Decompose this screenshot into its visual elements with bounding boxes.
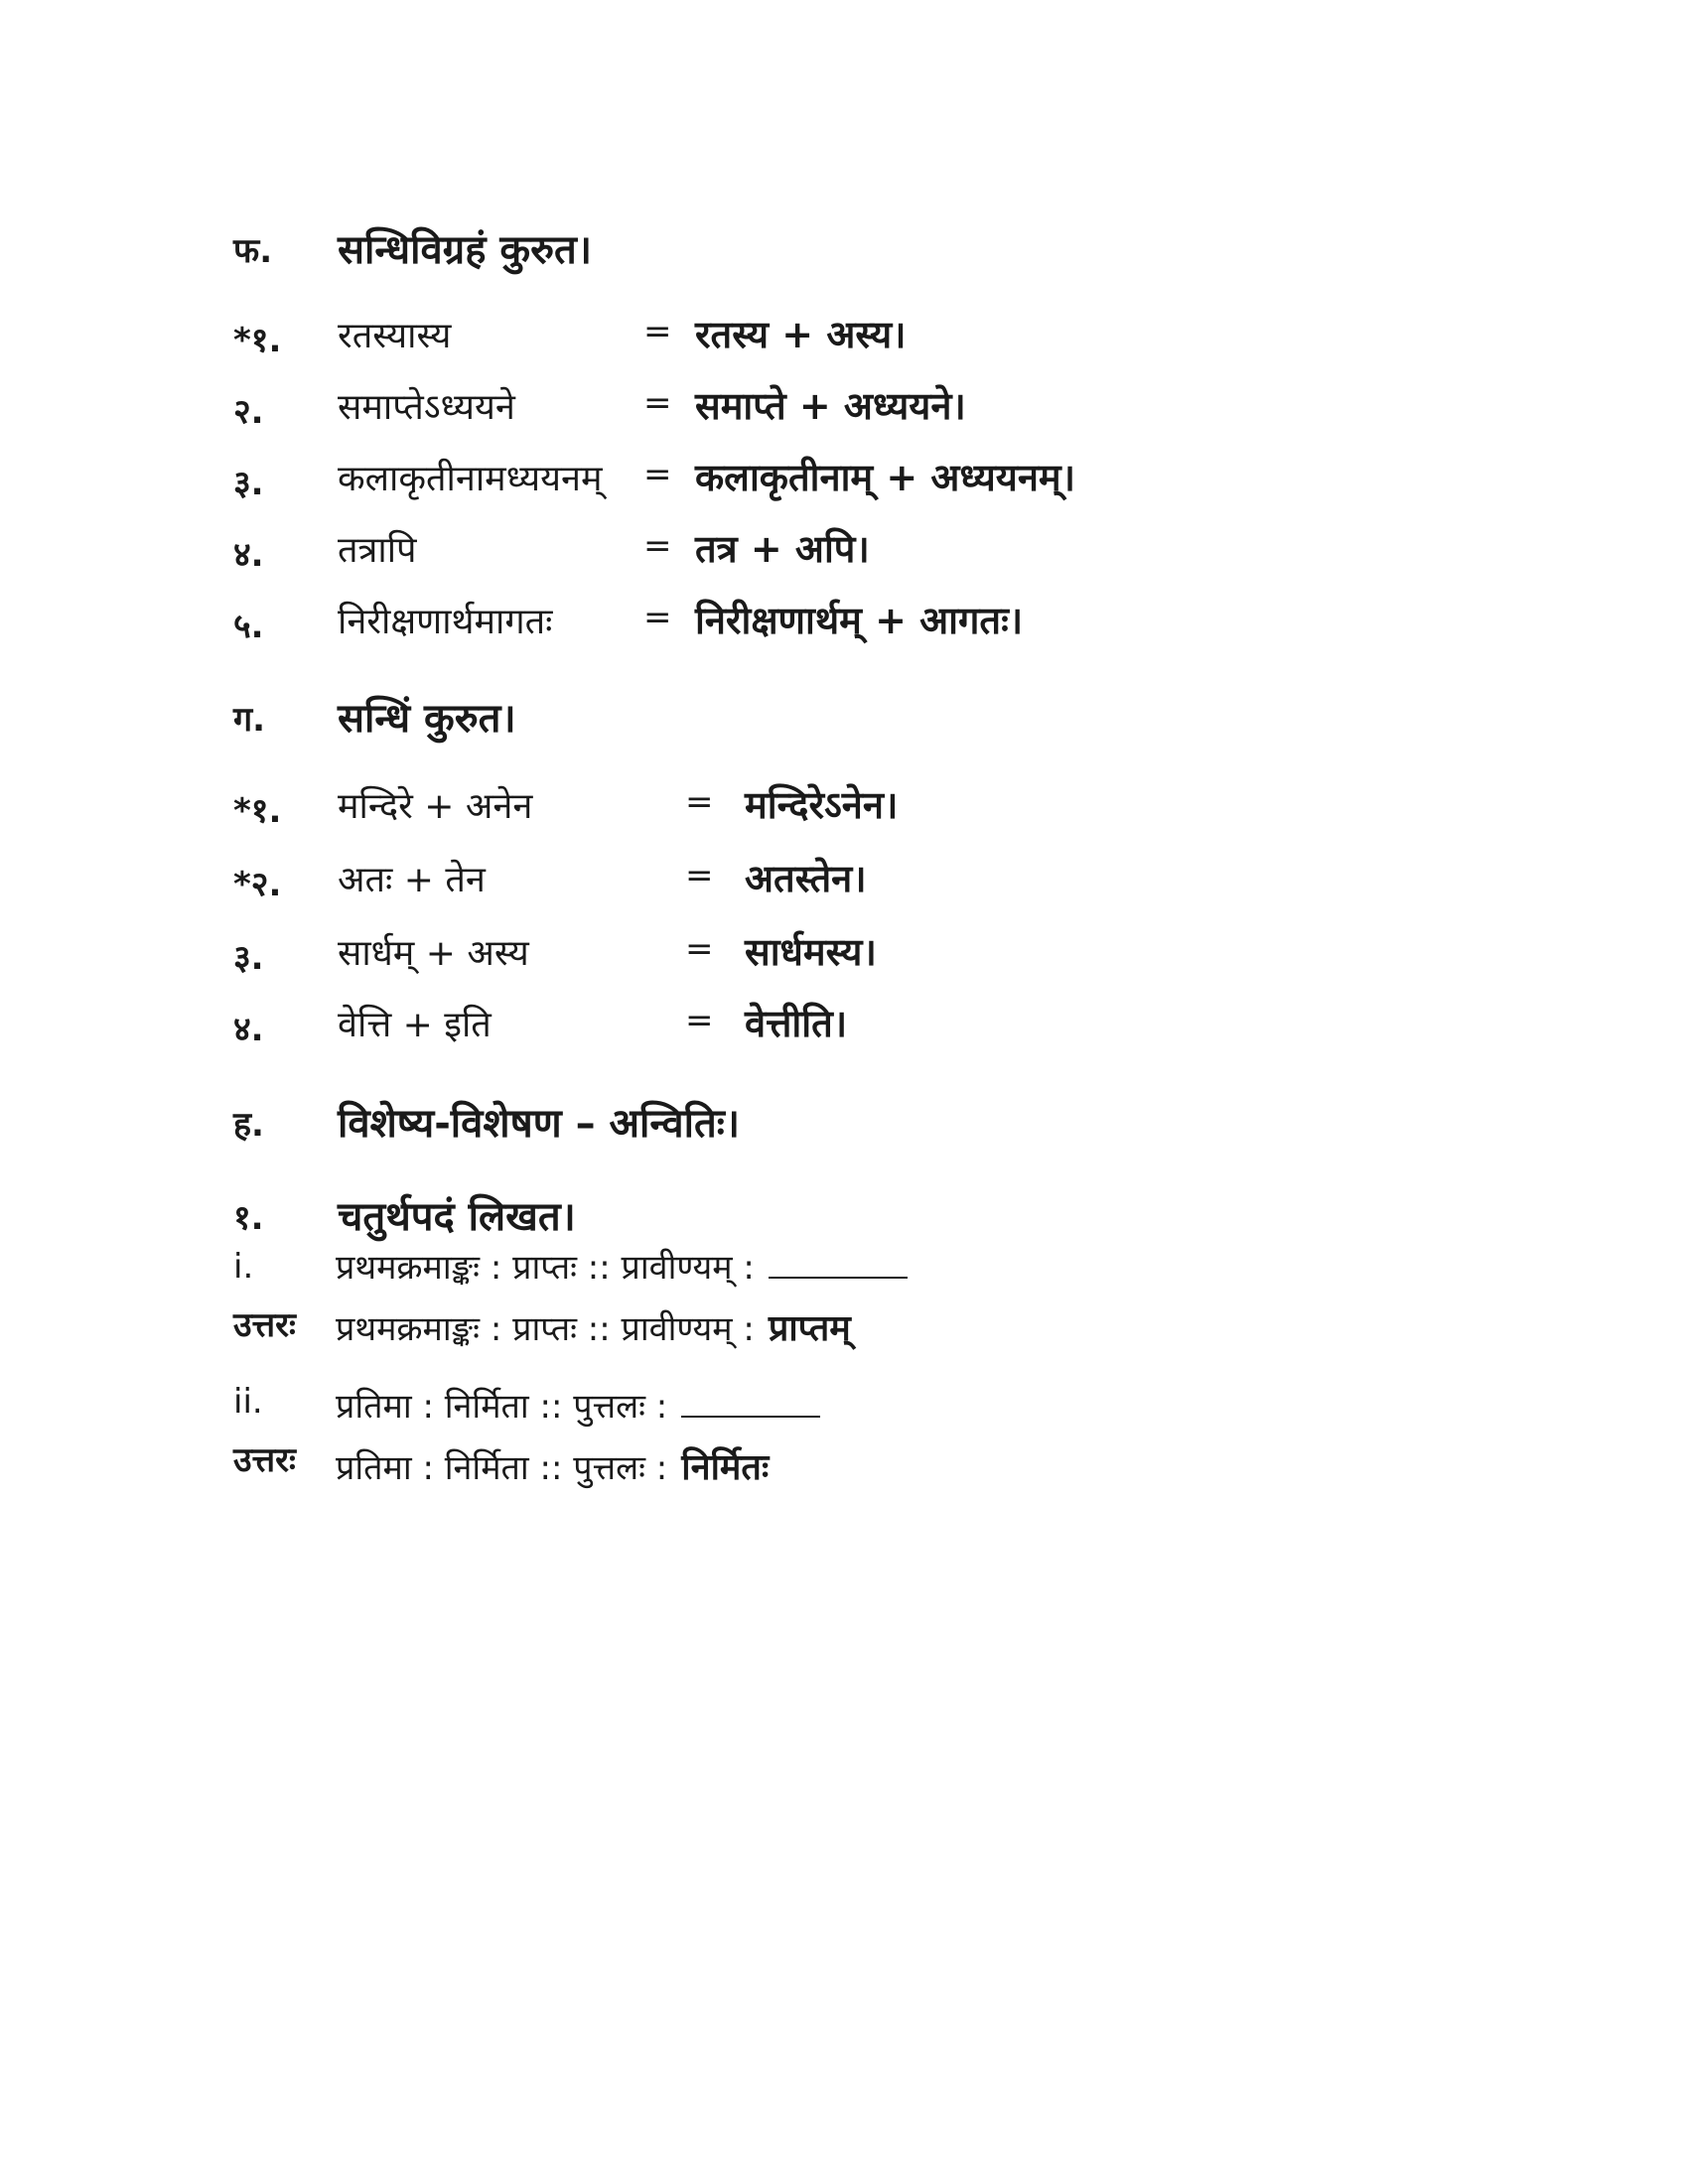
q2-text: प्रतिमा : निर्मिता :: पुत्तलः : (336, 1387, 668, 1427)
section-g-title: सन्धिं कुरुत। (338, 696, 516, 742)
f-item-2-word: समाप्तेऽध्ययने (338, 387, 515, 428)
sub-1-marker: १. (233, 1198, 264, 1238)
q2-marker: ii. (233, 1382, 263, 1422)
q1-blank (769, 1247, 908, 1279)
f-item-4-answer: तत्र + अपि। (695, 527, 870, 571)
g-item-3-word: सार्धम् + अस्य (338, 933, 529, 974)
g-item-3-answer: सार्धमस्य। (745, 930, 877, 974)
g-item-2-word: अतः + तेन (338, 860, 486, 900)
q2-answer-line (336, 1441, 769, 1490)
q1-answer-line (336, 1302, 851, 1351)
f-item-5-word: निरीक्षणार्थमागतः (338, 602, 553, 642)
f-item-5-equals: = (643, 598, 672, 637)
g-item-2-answer: अतस्तेन। (745, 857, 867, 900)
q2-blank (681, 1386, 820, 1418)
g-item-3-equals: = (685, 929, 714, 969)
g-item-1-number: *१. (233, 791, 282, 831)
q1-answer: प्राप्तम् (768, 1308, 851, 1349)
g-item-1-word: मन्दिरे + अनेन (338, 786, 533, 827)
f-item-5-number: ५. (233, 607, 264, 646)
q1-line (336, 1243, 908, 1289)
g-item-4-answer: वेत्तीति। (745, 1002, 848, 1045)
f-item-1-number: *१. (233, 321, 282, 360)
f-item-1-word: रतस्यास्य (338, 316, 452, 356)
f-item-4-word: तत्रापि (338, 530, 417, 571)
q2-answer: निर्मितः (681, 1447, 770, 1488)
section-f-title: सन्धिविग्रहं कुरुत। (338, 227, 593, 273)
g-item-4-number: ४. (233, 1010, 264, 1049)
g-item-2-equals: = (685, 856, 714, 895)
q1-marker: i. (233, 1247, 254, 1287)
q2-answer-label: उत्तरः (233, 1440, 296, 1480)
q2-line (336, 1382, 820, 1428)
f-item-2-equals: = (643, 383, 672, 423)
g-item-1-equals: = (685, 782, 714, 822)
f-item-3-equals: = (643, 455, 672, 494)
f-item-4-number: ४. (233, 535, 264, 575)
section-h-marker: ह. (233, 1105, 264, 1145)
q1-answer-label: उत्तरः (233, 1305, 296, 1345)
g-item-4-equals: = (685, 1001, 714, 1040)
f-item-1-equals: = (643, 312, 672, 351)
f-item-3-answer: कलाकृतीनाम् + अध्ययनम्। (695, 456, 1076, 499)
section-h-title: विशेष्य-विशेषण – अन्वितिः। (338, 1101, 741, 1147)
f-item-1-answer: रतस्य + अस्य। (695, 313, 907, 356)
f-item-3-word: कलाकृतीनामध्ययनम् (338, 459, 603, 499)
f-item-3-number: ३. (233, 464, 264, 503)
sub-1-title: चतुर्थपदं लिखत। (338, 1194, 576, 1240)
q1-text: प्रथमक्रमाङ्कः : प्राप्तः :: प्रावीण्यम् : (336, 1248, 755, 1288)
g-item-1-answer: मन्दिरेऽनेन। (745, 783, 899, 827)
f-item-4-equals: = (643, 526, 672, 566)
g-item-3-number: ३. (233, 938, 264, 978)
section-g-marker: ग. (233, 700, 266, 740)
section-f-marker: फ. (233, 231, 273, 271)
q2-answer-text: प्रतिमा : निर्मिता :: पुत्तलः : (336, 1448, 668, 1488)
g-item-2-number: *२. (233, 865, 282, 904)
g-item-4-word: वेत्ति + इति (338, 1005, 492, 1045)
q1-answer-text: प्रथमक्रमाङ्कः : प्राप्तः :: प्रावीण्यम् : (336, 1309, 755, 1349)
f-item-2-number: २. (233, 392, 264, 432)
f-item-5-answer: निरीक्षणार्थम् + आगतः। (695, 599, 1024, 642)
f-item-2-answer: समाप्ते + अध्ययने। (695, 384, 966, 428)
